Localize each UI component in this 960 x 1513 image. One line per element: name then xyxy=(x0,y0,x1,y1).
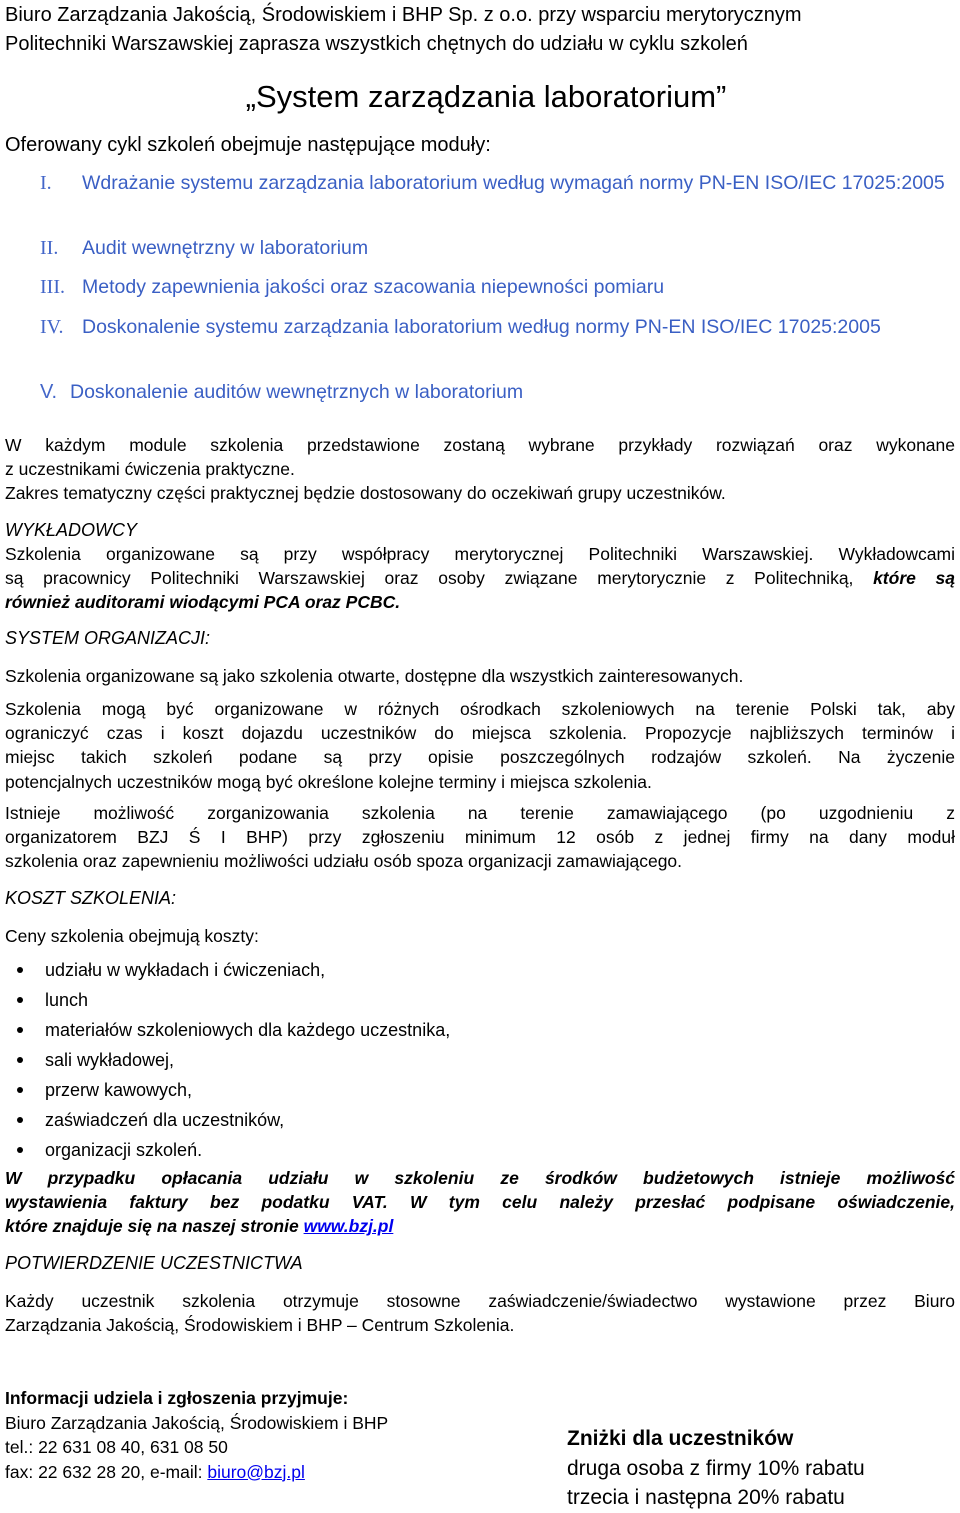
email-link[interactable]: biuro@bzj.pl xyxy=(207,1461,305,1482)
confirmation-heading: POTWIERDZENIE UCZESTNICTWA xyxy=(5,1253,303,1273)
text-line xyxy=(5,1214,955,1238)
discounts-heading: Zniżki dla uczestników xyxy=(567,1427,794,1450)
list-item: organizacji szkoleń. xyxy=(5,1135,450,1165)
module-number: II. xyxy=(40,237,59,259)
discount-line: trzecia i następna 20% rabatu xyxy=(567,1486,845,1509)
intro-line-2: Politechniki Warszawskiej zaprasza wszystkich chętnych do udziału w cyklu szkoleń xyxy=(5,33,748,55)
discounts-block xyxy=(567,1424,865,1513)
text-line xyxy=(5,566,955,590)
vat-note xyxy=(5,1166,955,1239)
module-text: Audit wewnętrzny w laboratorium xyxy=(82,237,369,259)
text-segment: które znajduje się na naszej stronie xyxy=(5,1216,304,1237)
module-text: Doskonalenie auditów wewnętrznych w laboratorium xyxy=(70,381,524,403)
contact-fax xyxy=(5,1460,545,1485)
text-line: Szkolenia mogą być organizowane w różnych ośrodkach szkoleniowych na terenie Polski tak, aby xyxy=(5,699,955,719)
list-item: materiałów szkoleniowych dla każdego uczestnika, xyxy=(5,1015,450,1045)
emphasis-text: które są xyxy=(873,568,956,589)
intro-text xyxy=(5,1,955,59)
module-text: Metody zapewnienia jakości oraz szacowania niepewności pomiaru xyxy=(82,276,665,298)
list-item: udziału w wykładach i ćwiczeniach, xyxy=(5,955,450,985)
intro-line-1: Biuro Zarządzania Jakością, Środowiskiem i BHP Sp. z o.o. przy wsparciu merytorycznym xyxy=(5,4,802,26)
modules-intro: Oferowany cykl szkoleń obejmuje następujące moduły: xyxy=(5,134,491,156)
contact-tel: tel.: 22 631 08 40, 631 08 50 xyxy=(5,1437,228,1457)
organization-p3 xyxy=(5,801,955,874)
organization-p2 xyxy=(5,697,955,794)
lecturers-text xyxy=(5,542,955,615)
discount-line: druga osoba z firmy 10% rabatu xyxy=(567,1456,865,1480)
text-line: ograniczyć czas i koszt dojazdu uczestników do miejsca szkolenia. Propozycje najbliższych terminów i xyxy=(5,723,955,744)
lecturers-heading: WYKŁADOWCY xyxy=(5,520,138,540)
module-number: IV. xyxy=(40,316,64,338)
cost-intro: Ceny szkolenia obejmują koszty: xyxy=(5,926,259,946)
cost-list xyxy=(5,955,450,1165)
text-line: Zarządzania Jakością, Środowiskiem i BHP – Centrum Szkolenia. xyxy=(5,1315,515,1336)
text-segment: są pracownicy Politechniki Warszawskiej oraz osoby związane merytorycznie z Politechniką, xyxy=(5,568,874,589)
text-line: W przypadku opłacania udziału w szkoleniu ze środków budżetowych istnieje możliwość xyxy=(5,1168,955,1188)
contact-block xyxy=(5,1386,545,1484)
emphasis-text: również auditorami wiodącymi PCA oraz PCBC. xyxy=(5,592,401,613)
list-item: lunch xyxy=(5,985,450,1015)
organization-heading: SYSTEM ORGANIZACJI: xyxy=(5,628,211,648)
website-link[interactable]: www.bzj.pl xyxy=(303,1216,394,1237)
text-line: organizatorem BZJ Ś I BHP) przy zgłoszeniu minimum 12 osób z jednej firmy na dany moduł xyxy=(5,827,955,848)
text-line: W każdym module szkolenia przedstawione zostaną wybrane przykłady rozwiązań oraz wykonane xyxy=(5,435,955,455)
list-item: sali wykładowej, xyxy=(5,1045,450,1075)
text-line: z uczestnikami ćwiczenia praktyczne. xyxy=(5,459,295,480)
cost-heading: KOSZT SZKOLENIA: xyxy=(5,888,177,908)
contact-org: Biuro Zarządzania Jakością, Środowiskiem i BHP xyxy=(5,1412,389,1433)
text-segment: fax: 22 632 28 20, e-mail: xyxy=(5,1461,208,1482)
module-number: I. xyxy=(40,172,52,194)
text-line: potencjalnych uczestników mogą być określone kolejne terminy i miejsca szkolenia. xyxy=(5,771,652,792)
module-note xyxy=(5,433,955,506)
list-item: zaświadczeń dla uczestników, xyxy=(5,1105,450,1135)
module-text: Doskonalenie systemu zarządzania laboratorium według normy PN-EN ISO/IEC 17025:2005 xyxy=(82,316,881,338)
text-line: Szkolenia organizowane są jako szkolenia otwarte, dostępne dla wszystkich zainteresowanych. xyxy=(5,666,744,686)
text-line: Szkolenia organizowane są przy współpracy merytorycznej Politechniki Warszawskiej. Wykładowcami xyxy=(5,544,955,564)
confirmation-text xyxy=(5,1289,955,1337)
text-line: miejsc takich szkoleń podane są przy opisie poszczególnych rodzajów szkoleń. Na życzenie xyxy=(5,747,955,768)
contact-heading: Informacji udziela i zgłoszenia przyjmuje: xyxy=(5,1388,349,1408)
text-line: Każdy uczestnik szkolenia otrzymuje stosowne zaświadczenie/świadectwo wystawione przez Biuro xyxy=(5,1291,955,1311)
organization-p1 xyxy=(5,664,955,688)
text-line: Zakres tematyczny części praktycznej będzie dostosowany do oczekiwań grupy uczestników. xyxy=(5,483,726,504)
module-number: III. xyxy=(40,276,65,298)
text-line: wystawienia faktury bez podatku VAT. W tym celu należy przesłać podpisane oświadczenie, xyxy=(5,1192,955,1213)
module-number: V. xyxy=(40,381,58,403)
module-text: Wdrażanie systemu zarządzania laboratorium według wymagań normy PN-EN ISO/IEC 17025:2005 xyxy=(82,172,945,194)
text-line: Istnieje możliwość zorganizowania szkolenia na terenie zamawiającego (po uzgodnieniu z xyxy=(5,803,955,823)
page-title: „System zarządzania laboratorium” xyxy=(245,79,727,114)
list-item: przerw kawowych, xyxy=(5,1075,450,1105)
text-line: szkolenia oraz zapewnieniu możliwości udziału osób spoza organizacji zamawiającego. xyxy=(5,851,683,872)
module-item xyxy=(5,170,955,224)
